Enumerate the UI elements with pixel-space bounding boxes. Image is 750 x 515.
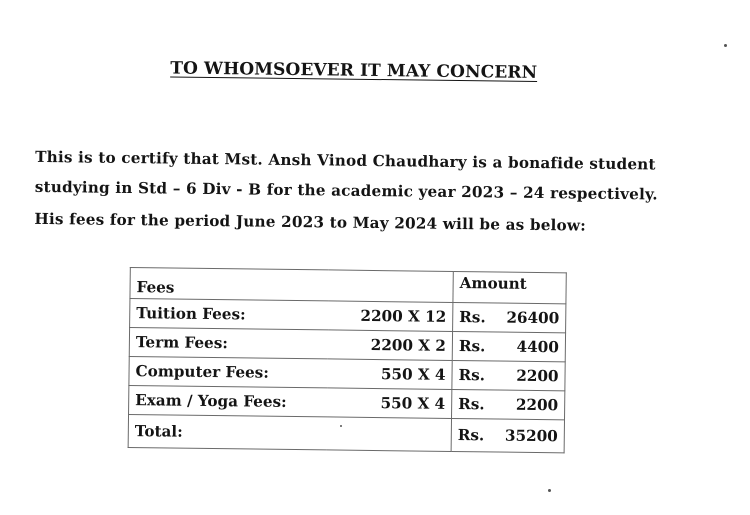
paragraph-line-2: studying in Std – 6 Div - B for the academic year 2023 – 24 respectively. (34, 177, 658, 204)
fee-amount: 26400 (506, 308, 560, 328)
fee-amount-cell (453, 302, 566, 332)
total-amount: 35200 (504, 426, 558, 446)
fee-calculation: 2200 X 12 (328, 301, 453, 332)
calc-header (328, 270, 453, 303)
currency-label: Rs. (458, 337, 486, 356)
fee-label: Computer Fees: (129, 357, 328, 388)
currency-label: Rs. (457, 426, 485, 445)
total-amount-cell (451, 418, 564, 452)
fee-label: Exam / Yoga Fees: (129, 386, 328, 417)
paragraph-line-1: This is to certify that Mst. Ansh Vinod Chaudhary is a bonafide student (35, 147, 656, 174)
fee-label: Tuition Fees: (130, 299, 329, 330)
fee-calculation: 550 X 4 (327, 388, 452, 419)
fee-calculation: 2200 X 2 (328, 330, 453, 361)
fee-amount-cell (452, 389, 565, 419)
total-label: Total: (128, 415, 327, 450)
currency-label: Rs. (459, 308, 486, 327)
scan-speck (724, 44, 727, 47)
fee-amount: 2200 (515, 395, 559, 415)
fees-header: Fees (130, 268, 329, 301)
total-calc-empty (327, 417, 452, 452)
fee-amount-cell (452, 331, 565, 361)
total-row (128, 415, 564, 453)
fee-label: Term Fees: (129, 328, 328, 359)
paragraph-line-3: His fees for the period June 2023 to May 2024 will be as below: (34, 209, 587, 235)
scan-speck (548, 489, 551, 492)
currency-label: Rs. (458, 366, 486, 385)
fees-table (128, 267, 567, 453)
document-title: TO WHOMSOEVER IT MAY CONCERN (170, 58, 538, 83)
fee-amount: 2200 (516, 366, 559, 386)
scan-speck (340, 425, 342, 427)
currency-label: Rs. (458, 395, 485, 414)
amount-header: Amount (453, 271, 566, 303)
fee-amount-cell (452, 360, 565, 390)
fee-calculation: 550 X 4 (327, 359, 452, 390)
fee-amount: 4400 (516, 337, 559, 357)
